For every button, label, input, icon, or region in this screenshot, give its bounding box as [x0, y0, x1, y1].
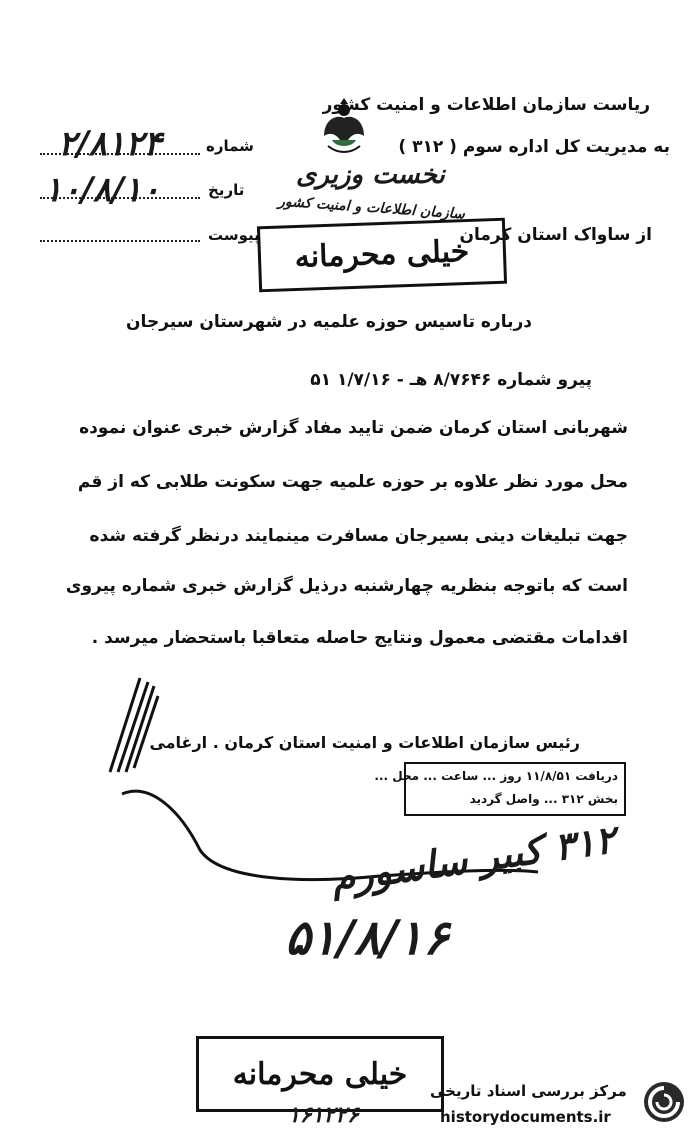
bottom-number: ۱۶۱۲۲۶ [288, 1102, 359, 1128]
date-label: تاریخ [208, 181, 245, 199]
classification-stamp-top [257, 218, 507, 293]
signature-scribble [100, 676, 170, 776]
number-label: شماره [206, 137, 254, 155]
body-line-5: اقدامات مقتضی معمول ونتایج حاصله متعاقبا باستحضار میرسد . [91, 628, 628, 648]
reference-line: پیرو شماره ۸/۷۶۴۶ هـ - ۱/۷/۱۶ ۵۱ [310, 370, 592, 390]
stamp-sazman-line: سازمان اطلاعات و امنیت کشور [277, 193, 466, 223]
body-line-1: شهربانی استان کرمان ضمن تایید مفاد گزارش خبری عنوان نموده [79, 418, 628, 438]
receipt-stamp-row2: بخش ۳۱۲ ... واصل گردید [469, 792, 618, 806]
handwritten-note-2: ۵۱/۸/۱۶ [285, 910, 449, 966]
classification-stamp-bottom [196, 1036, 444, 1112]
body-line-4: است که باتوجه بنظریه چهارشنبه درذیل گزارش خبری شماره پیروی [65, 576, 628, 596]
attachment-line [40, 240, 200, 242]
body-line-2: محل مورد نظر علاوه بر حوزه علمیه جهت سکونت طلابی که از قم [77, 472, 628, 492]
classification-stamp-top-text: خیلی محرمانه [294, 233, 470, 276]
subject-line: درباره تاسیس حوزه علمیه در شهرستان سیرجان [126, 312, 532, 332]
number-value: ۲/۸۱۲۴ [58, 124, 162, 164]
handwritten-note-1: ۳۱۲ کبیر ساسورم [328, 816, 619, 901]
to-line: به مدیریت کل اداره سوم ( ۳۱۲ ) [398, 137, 670, 157]
archive-logo-icon [644, 1082, 684, 1122]
watermark-url: historydocuments.ir [440, 1108, 611, 1126]
signature-line: رئیس سازمان اطلاعات و امنیت استان کرمان . ارغامی [149, 733, 580, 752]
classification-stamp-bottom-text: خیلی محرمانه [232, 1057, 408, 1092]
from-line: از ساواک استان کرمان [459, 225, 652, 245]
org-title: ریاست سازمان اطلاعات و امنیت کشور [322, 95, 650, 115]
date-value: ۱۰/۸/۱۰ [44, 170, 161, 210]
watermark-site-name: مرکز بررسی اسناد تاریخی [430, 1082, 627, 1100]
receipt-stamp-row1: دریافت ۱۱/۸/۵۱ روز ... ساعت ... محل ... [374, 769, 618, 783]
stamp-nakhost-vaziri: نخست وزیری [296, 160, 445, 190]
body-line-3: جهت تبلیغات دینی بسیرجان مسافرت مینمایند درنظر گرفته شده [89, 526, 628, 546]
attachment-label: پیوست [208, 226, 260, 244]
